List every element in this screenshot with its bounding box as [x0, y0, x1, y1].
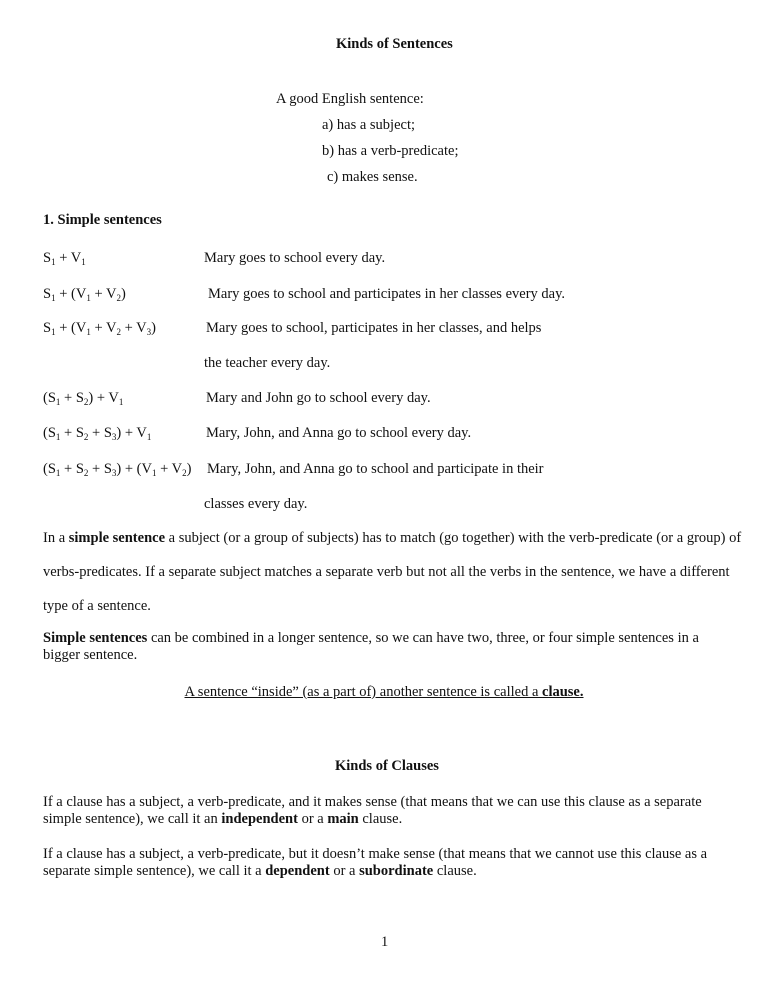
example-5: Mary, John, and Anna go to school every day.	[206, 425, 472, 441]
clause-definition: A sentence “inside” (as a part of) another sentence is called a clause.	[184, 684, 584, 700]
formula-3: $S_1 + (V_1 + V_2 + V_3)$	[43, 320, 156, 337]
section-heading-clauses: Kinds of Clauses	[335, 758, 439, 774]
example-2: Mary goes to school and participates in her classes every day.	[208, 286, 566, 302]
example-3-cont: the teacher every day.	[204, 355, 331, 371]
paragraph-dependent-clause: If a clause has a subject, a verb-predicate, but it doesn’t make sense (that means that we cannot use this clause as a separate simple sentence), we call it a dependent or a subordinate clause.	[43, 846, 708, 879]
example-6: Mary, John, and Anna go to school and participate in their	[207, 461, 544, 477]
page-number: 1	[381, 934, 389, 950]
example-4: Mary and John go to school every day.	[206, 390, 431, 406]
example-6-cont: classes every day.	[204, 496, 308, 512]
example-1: Mary goes to school every day.	[204, 250, 386, 266]
paragraph-combined: Simple sentences can be combined in a longer sentence, so we can have two, three, or four simple sentences in a bigger sentence.	[43, 630, 699, 663]
formula-4: $(S_1 + S_2) + V_1$	[43, 390, 124, 407]
example-3: Mary goes to school, participates in her classes, and helps	[206, 320, 542, 336]
paragraph-independent-clause: If a clause has a subject, a verb-predicate, and it makes sense (that means that we can use this clause as a separate simple sentence), we call it an independent or a main clause.	[43, 794, 702, 827]
intro-item-c: c) makes sense.	[327, 169, 418, 185]
intro-heading: A good English sentence:	[276, 91, 424, 107]
intro-item-a: a) has a subject;	[322, 117, 416, 133]
formula-2: $S_1 + (V_1 + V_2)$	[43, 286, 126, 303]
formula-5: $(S_1 + S_2 + S_3) + V_1$	[43, 425, 152, 442]
paragraph-simple-sentence: In a simple sentence a subject (or a group of subjects) has to match (go together) with the verb-predicate (or a group) of verbs-predicates. If a separate subject matches a separate verb but not all the verbs in the sentence, we have a different type of a sentence.	[43, 530, 742, 614]
intro-item-b: b) has a verb-predicate;	[322, 143, 459, 159]
page-title: Kinds of Sentences	[336, 36, 453, 52]
formula-1: $S_1 + V_1$	[43, 250, 86, 267]
section-heading-simple: 1. Simple sentences	[43, 212, 162, 228]
formula-6: $(S_1 + S_2 + S_3) + (V_1 + V_2)$	[43, 461, 192, 478]
